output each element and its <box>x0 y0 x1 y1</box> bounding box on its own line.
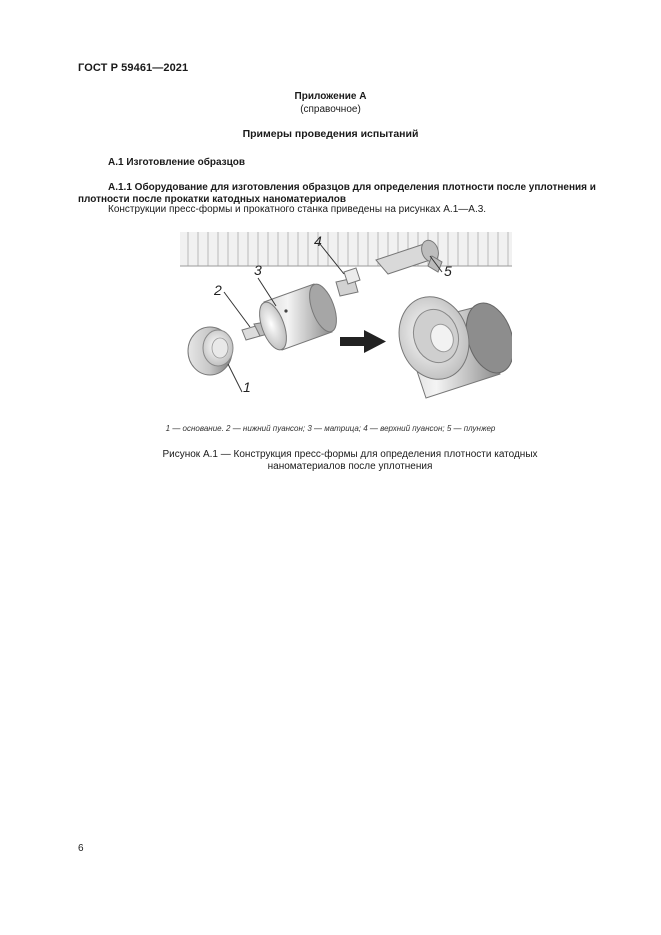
part-matrix <box>254 278 342 353</box>
figure-press-mold <box>180 226 512 416</box>
annex-title: Приложение А <box>294 91 367 102</box>
figure-caption <box>150 449 550 473</box>
section-title: Примеры проведения испытаний <box>242 128 419 140</box>
body-paragraph: Конструкции пресс-формы и прокатного станка приведены на рисунках А.1—А.3. <box>108 204 487 215</box>
callout-5: 5 <box>444 263 452 279</box>
figure-caption-line-2: наноматериалов после уплотнения <box>267 461 433 472</box>
subsection-heading: А.1.1 Оборудование для изготовления образцов для определения плотности после уплотнения и плотности после прокатки катодных наноматериалов <box>78 182 596 205</box>
callout-2: 2 <box>214 282 222 298</box>
figure-legend: 1 — основание. 2 — нижний пуансон; 3 — матрица; 4 — верхний пуансон; 5 — плунжер <box>165 424 496 433</box>
figure-caption-line-1: Рисунок А.1 — Конструкция пресс-формы для определения плотности катодных <box>162 449 538 460</box>
section-heading: А.1 Изготовление образцов <box>108 157 246 168</box>
assembled-mold <box>389 288 512 398</box>
annex-note: (справочное) <box>300 104 361 115</box>
callout-3: 3 <box>254 262 262 278</box>
part-base <box>188 327 242 392</box>
standard-id: ГОСТ Р 59461—2021 <box>78 62 189 74</box>
page-number: 6 <box>78 843 84 854</box>
press-mold-drawing <box>180 226 512 416</box>
callout-1: 1 <box>243 379 251 395</box>
assembly-arrow <box>340 330 386 353</box>
hatched-band <box>180 232 512 266</box>
callout-4: 4 <box>314 233 322 249</box>
